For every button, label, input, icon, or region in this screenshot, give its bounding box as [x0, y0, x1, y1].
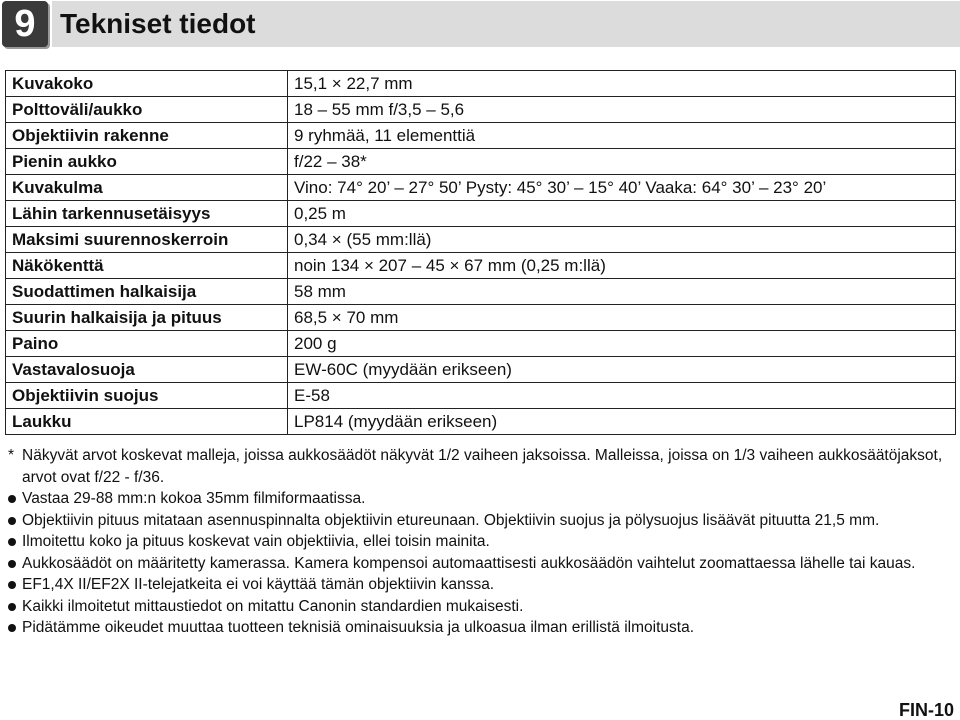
spec-value: 0,34 × (55 mm:llä): [288, 227, 956, 253]
spec-label: Lähin tarkennusetäisyys: [6, 201, 288, 227]
note-text: Pidätämme oikeudet muuttaa tuotteen teknisiä ominaisuuksia ja ulkoasua ilman erillistä ilmoitusta.: [22, 619, 695, 636]
spec-label: Suurin halkaisija ja pituus: [6, 305, 288, 331]
spec-label: Objektiivin rakenne: [6, 123, 288, 149]
note-text: EF1,4X II/EF2X II-telejatkeita ei voi käyttää tämän objektiivin kanssa.: [22, 576, 495, 593]
note-item: [8, 574, 948, 596]
spec-row: [6, 331, 956, 357]
note-item: [8, 617, 948, 639]
spec-value: 15,1 × 22,7 mm: [288, 71, 956, 97]
spec-label: Objektiivin suojus: [6, 383, 288, 409]
spec-label: Kuvakoko: [6, 71, 288, 97]
spec-label: Paino: [6, 331, 288, 357]
spec-value: LP814 (myydään erikseen): [288, 409, 956, 435]
spec-row: [6, 201, 956, 227]
spec-value: 58 mm: [288, 279, 956, 305]
spec-value: noin 134 × 207 – 45 × 67 mm (0,25 m:llä): [288, 253, 956, 279]
spec-value: 68,5 × 70 mm: [288, 305, 956, 331]
spec-label: Maksimi suurennoskerroin: [6, 227, 288, 253]
spec-value: 0,25 m: [288, 201, 956, 227]
spec-value: f/22 – 38*: [288, 149, 956, 175]
note-text: Kaikki ilmoitetut mittaustiedot on mitattu Canonin standardien mukaisesti.: [22, 597, 524, 615]
spec-label: Pienin aukko: [6, 149, 288, 175]
bullet-icon: [8, 538, 16, 546]
spec-row: [6, 97, 956, 123]
note-text: Näkyvät arvot koskevat malleja, joissa aukkosäädöt näkyvät 1/2 vaiheen jaksoissa. Malleissa, joissa on 1/3 vaiheen aukkosäätöjaksot, arvot ovat f/22 - f/36.: [22, 447, 943, 486]
spec-row: [6, 149, 956, 175]
note-item: [8, 596, 948, 618]
spec-row: [6, 305, 956, 331]
spec-label: Näkökenttä: [6, 253, 288, 279]
spec-label: Kuvakulma: [6, 175, 288, 201]
note-item: [8, 445, 948, 488]
spec-value: EW-60C (myydään erikseen): [288, 357, 956, 383]
spec-row: [6, 227, 956, 253]
spec-row: [6, 71, 956, 97]
chapter-number-badge: 9: [2, 1, 48, 47]
spec-value: 9 ryhmää, 11 elementtiä: [288, 123, 956, 149]
note-text: Aukkosäädöt on määritetty kamerassa. Kamera kompensoi automaattisesti aukkosäädön vaihtelut zoomattaessa lähelle tai kauas.: [22, 554, 916, 572]
note-item: [8, 531, 948, 553]
bullet-icon: [8, 560, 16, 568]
spec-row: [6, 123, 956, 149]
bullet-icon: [8, 517, 16, 525]
page-number: FIN-10: [898, 700, 954, 720]
spec-table: [5, 70, 956, 435]
spec-row: [6, 253, 956, 279]
page-title: Tekniset tiedot: [60, 8, 256, 39]
bullet-icon: [8, 581, 16, 589]
spec-value: 200 g: [288, 331, 956, 357]
note-item: [8, 553, 948, 575]
note-text: Ilmoitettu koko ja pituus koskevat vain objektiivia, ellei toisin mainita.: [22, 533, 490, 550]
bullet-icon: [8, 603, 16, 611]
spec-row: [6, 357, 956, 383]
spec-row: [6, 279, 956, 305]
spec-row: [6, 409, 956, 435]
spec-label: Laukku: [6, 409, 288, 435]
spec-value: Vino: 74° 20’ – 27° 50’ Pysty: 45° 30’ – 15° 40’ Vaaka: 64° 30’ – 23° 20’: [288, 175, 956, 201]
spec-label: Vastavalosuoja: [6, 357, 288, 383]
note-item: [8, 488, 948, 510]
note-item: [8, 510, 948, 532]
spec-value: E-58: [288, 383, 956, 409]
page-header: [0, 0, 960, 50]
spec-label: Suodattimen halkaisija: [6, 279, 288, 305]
spec-value: 18 – 55 mm f/3,5 – 5,6: [288, 97, 956, 123]
note-text: Vastaa 29-88 mm:n kokoa 35mm filmiformaatissa.: [22, 490, 366, 507]
notes-list: [8, 445, 948, 639]
note-marker: *: [8, 447, 15, 464]
bullet-icon: [8, 624, 16, 632]
spec-table-body: [6, 71, 956, 435]
spec-row: [6, 383, 956, 409]
spec-label: Polttoväli/aukko: [6, 97, 288, 123]
bullet-icon: [8, 495, 16, 503]
spec-row: [6, 175, 956, 201]
note-text: Objektiivin pituus mitataan asennuspinnalta objektiivin etureunaan. Objektiivin suojus ja pölysuojus lisäävät pituutta 21,5 mm.: [22, 511, 880, 529]
